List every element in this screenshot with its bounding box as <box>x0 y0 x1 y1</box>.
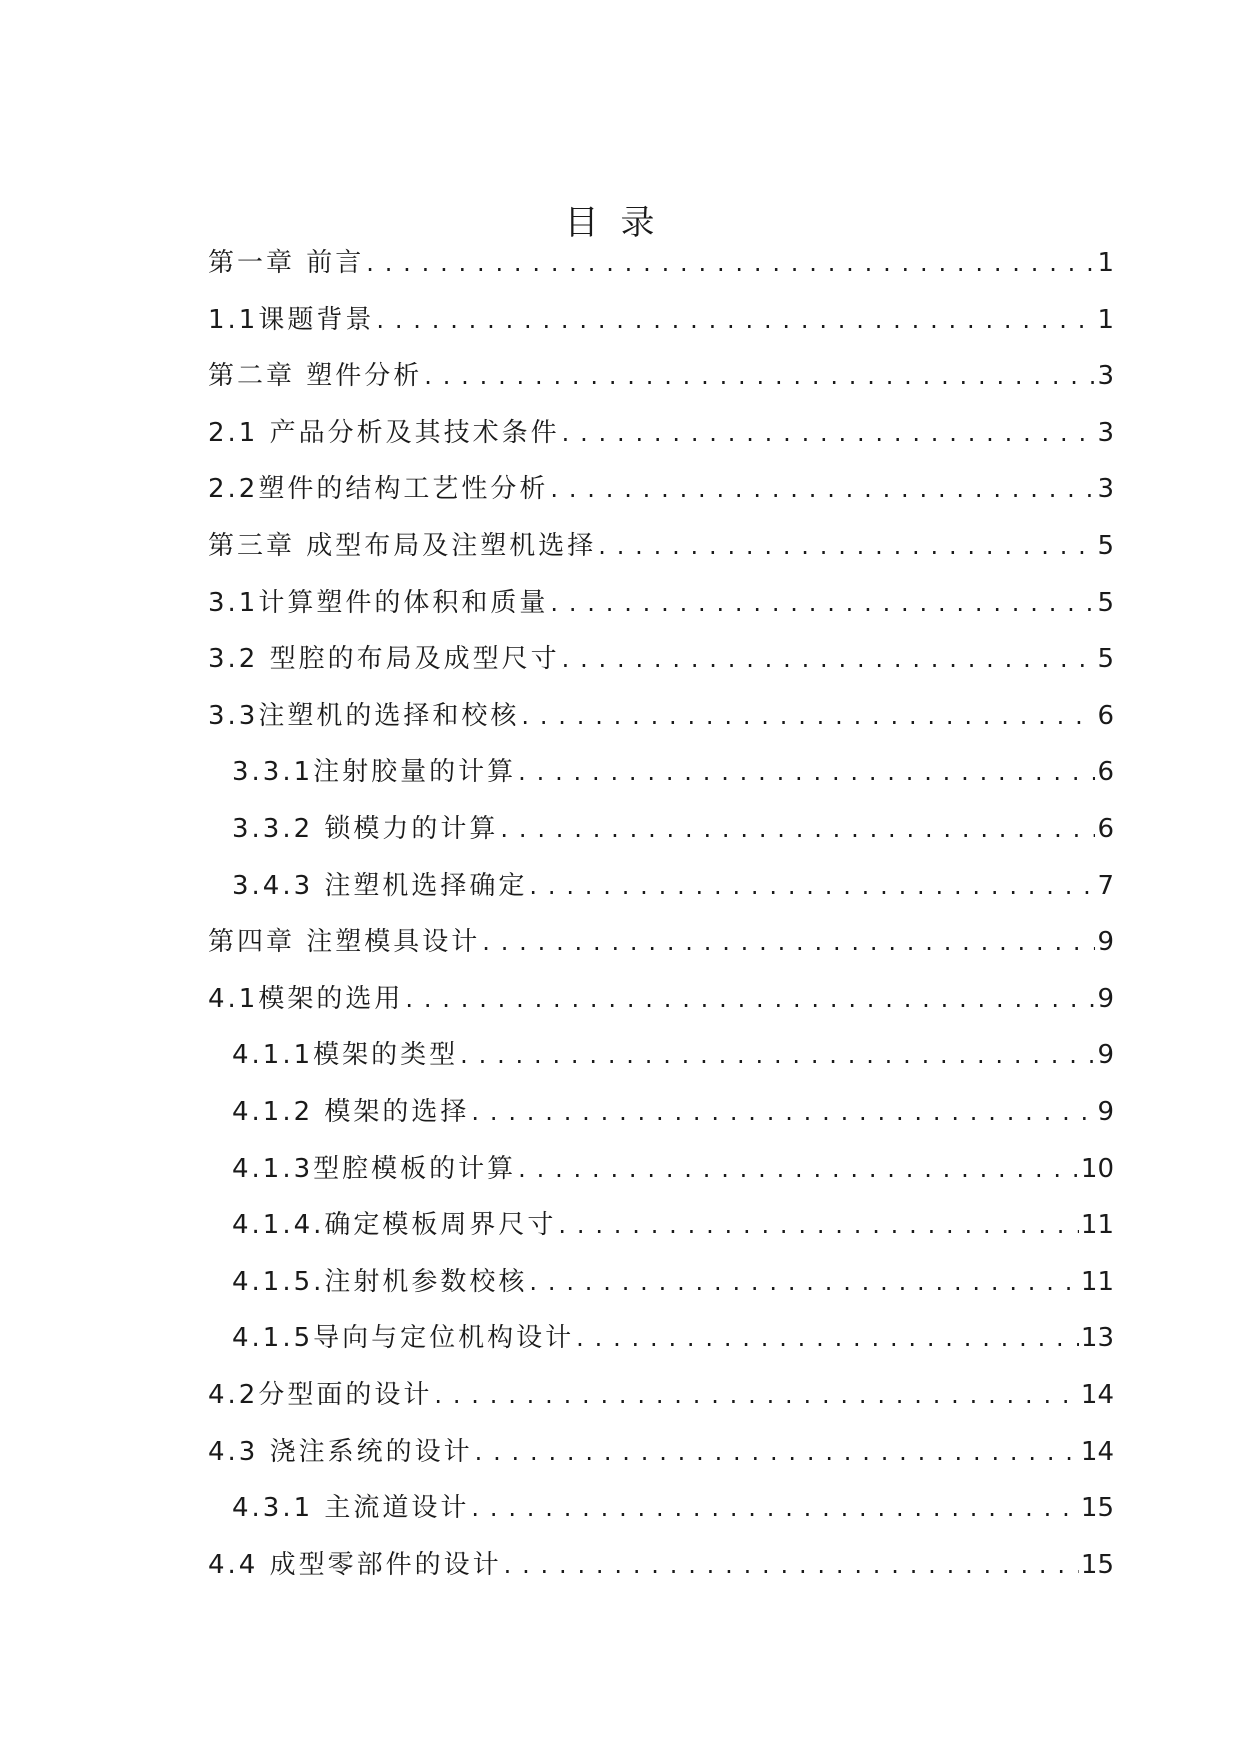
toc-entry-label: 4.3.1 主流道设计 <box>232 1493 470 1524</box>
toc-entry-page-number: 6 <box>1097 700 1114 731</box>
toc-entry[interactable] <box>208 297 1114 337</box>
toc-leader-dots <box>460 1038 1095 1072</box>
toc-entry[interactable] <box>208 636 1114 676</box>
toc-entry-label: 3.3.1注射胶量的计算 <box>232 757 517 788</box>
toc-leader-dots <box>376 303 1095 337</box>
toc-entry-page-number: 14 <box>1080 1380 1114 1410</box>
toc-entry[interactable] <box>232 1485 1114 1525</box>
toc-entry-label: 4.1.5导向与定位机构设计 <box>232 1323 575 1354</box>
toc-entry[interactable] <box>208 1542 1114 1582</box>
toc-entry-page-number: 15 <box>1080 1549 1114 1580</box>
toc-entry-page-number: 14 <box>1080 1436 1114 1467</box>
toc-entry[interactable] <box>232 1089 1114 1129</box>
toc-title: 目录 <box>564 202 677 243</box>
toc-leader-dots <box>576 1321 1079 1355</box>
toc-entry-page-number: 6 <box>1097 757 1114 788</box>
toc-entry[interactable] <box>208 580 1114 620</box>
toc-entry-page-number: 5 <box>1097 587 1114 618</box>
toc-entry[interactable] <box>208 919 1114 959</box>
toc-entry-label: 2.2塑件的结构工艺性分析 <box>208 474 549 505</box>
toc-entry-label: 第二章 塑件分析 <box>208 361 423 392</box>
toc-entry[interactable] <box>208 523 1114 563</box>
toc-entry-label: 1.1课题背景 <box>208 304 375 335</box>
toc-entry-label: 4.1.1模架的类型 <box>232 1040 459 1071</box>
toc-entry[interactable] <box>208 1429 1114 1469</box>
toc-entry-page-number: 3 <box>1097 417 1114 448</box>
toc-leader-dots <box>518 1152 1079 1186</box>
toc-entry-page-number: 9 <box>1097 1040 1114 1071</box>
toc-entry-label: 3.2 型腔的布局及成型尺寸 <box>208 644 560 675</box>
toc-entry-page-number: 1 <box>1097 304 1114 335</box>
toc-leader-dots <box>529 869 1095 903</box>
toc-leader-dots <box>405 982 1095 1016</box>
toc-entry[interactable] <box>232 1315 1114 1355</box>
toc-entry-page-number: 6 <box>1097 814 1114 844</box>
toc-entry-label: 4.1.4.确定模板周界尺寸 <box>232 1210 557 1241</box>
toc-entry-label: 4.1模架的选用 <box>208 983 404 1014</box>
toc-leader-dots <box>550 586 1095 620</box>
toc-entry[interactable] <box>232 863 1114 903</box>
toc-entry[interactable] <box>208 410 1114 450</box>
toc-leader-dots <box>518 755 1095 789</box>
toc-leader-dots <box>550 472 1095 506</box>
toc-entry-page-number: 1 <box>1097 248 1114 278</box>
toc-entry-label: 3.3.2 锁模力的计算 <box>232 814 499 844</box>
toc-entry[interactable] <box>232 1259 1114 1299</box>
toc-entry-page-number: 10 <box>1080 1153 1114 1184</box>
toc-leader-dots <box>562 416 1096 450</box>
toc-entry[interactable] <box>208 240 1114 280</box>
toc-entry-label: 4.2分型面的设计 <box>208 1380 433 1410</box>
toc-entry[interactable] <box>232 749 1114 789</box>
toc-entry-label: 4.1.2 模架的选择 <box>232 1097 470 1127</box>
toc-entry-page-number: 5 <box>1097 644 1114 675</box>
toc-entry-label: 4.3 浇注系统的设计 <box>208 1436 473 1467</box>
toc-entry-label: 3.1计算塑件的体积和质量 <box>208 587 549 618</box>
toc-entry-page-number: 15 <box>1080 1493 1114 1524</box>
toc-entry[interactable] <box>208 466 1114 506</box>
toc-leader-dots <box>504 1548 1079 1582</box>
toc-leader-dots <box>434 1378 1079 1412</box>
toc-entry-page-number: 11 <box>1080 1266 1114 1297</box>
toc-entry-label: 4.4 成型零部件的设计 <box>208 1549 502 1580</box>
toc-entry-page-number: 9 <box>1097 927 1114 958</box>
toc-entry-page-number: 5 <box>1097 531 1114 561</box>
toc-entry-label: 第四章 注塑模具设计 <box>208 927 481 958</box>
toc-leader-dots <box>482 925 1095 959</box>
toc-leader-dots <box>475 1435 1079 1469</box>
toc-entry-label: 4.1.3型腔模板的计算 <box>232 1153 517 1184</box>
toc-entry-label: 3.4.3 注塑机选择确定 <box>232 870 528 901</box>
toc-entry[interactable] <box>232 1202 1114 1242</box>
toc-entry-label: 第三章 成型布局及注塑机选择 <box>208 531 597 561</box>
toc-entry[interactable] <box>208 353 1114 393</box>
toc-leader-dots <box>562 642 1096 676</box>
toc-leader-dots <box>598 529 1095 563</box>
toc-leader-dots <box>471 1095 1095 1129</box>
toc-entry[interactable] <box>232 1032 1114 1072</box>
toc-leader-dots <box>471 1491 1078 1525</box>
toc-leader-dots <box>529 1265 1078 1299</box>
toc-leader-dots <box>424 359 1095 393</box>
toc-leader-dots <box>366 246 1095 280</box>
toc-entry-label: 第一章 前言 <box>208 248 365 278</box>
toc-entry[interactable] <box>232 1146 1114 1186</box>
toc-leader-dots <box>558 1208 1078 1242</box>
toc-leader-dots <box>521 699 1095 733</box>
toc-entry[interactable] <box>208 693 1114 733</box>
toc-entry-label: 3.3注塑机的选择和校核 <box>208 700 520 731</box>
toc-entry-page-number: 11 <box>1080 1210 1114 1241</box>
toc-entry-label: 2.1 产品分析及其技术条件 <box>208 417 560 448</box>
toc-entry-page-number: 9 <box>1097 1097 1114 1127</box>
toc-leader-dots <box>500 812 1095 846</box>
toc-entry-page-number: 3 <box>1097 474 1114 505</box>
toc-entry[interactable] <box>232 806 1114 846</box>
toc-entry-page-number: 7 <box>1097 870 1114 901</box>
toc-entry-page-number: 9 <box>1097 983 1114 1014</box>
toc-entry-label: 4.1.5.注射机参数校核 <box>232 1266 528 1297</box>
toc-entry[interactable] <box>208 1372 1114 1412</box>
toc-entry-page-number: 3 <box>1097 361 1114 392</box>
toc-entry[interactable] <box>208 976 1114 1016</box>
toc-entry-page-number: 13 <box>1080 1323 1114 1354</box>
